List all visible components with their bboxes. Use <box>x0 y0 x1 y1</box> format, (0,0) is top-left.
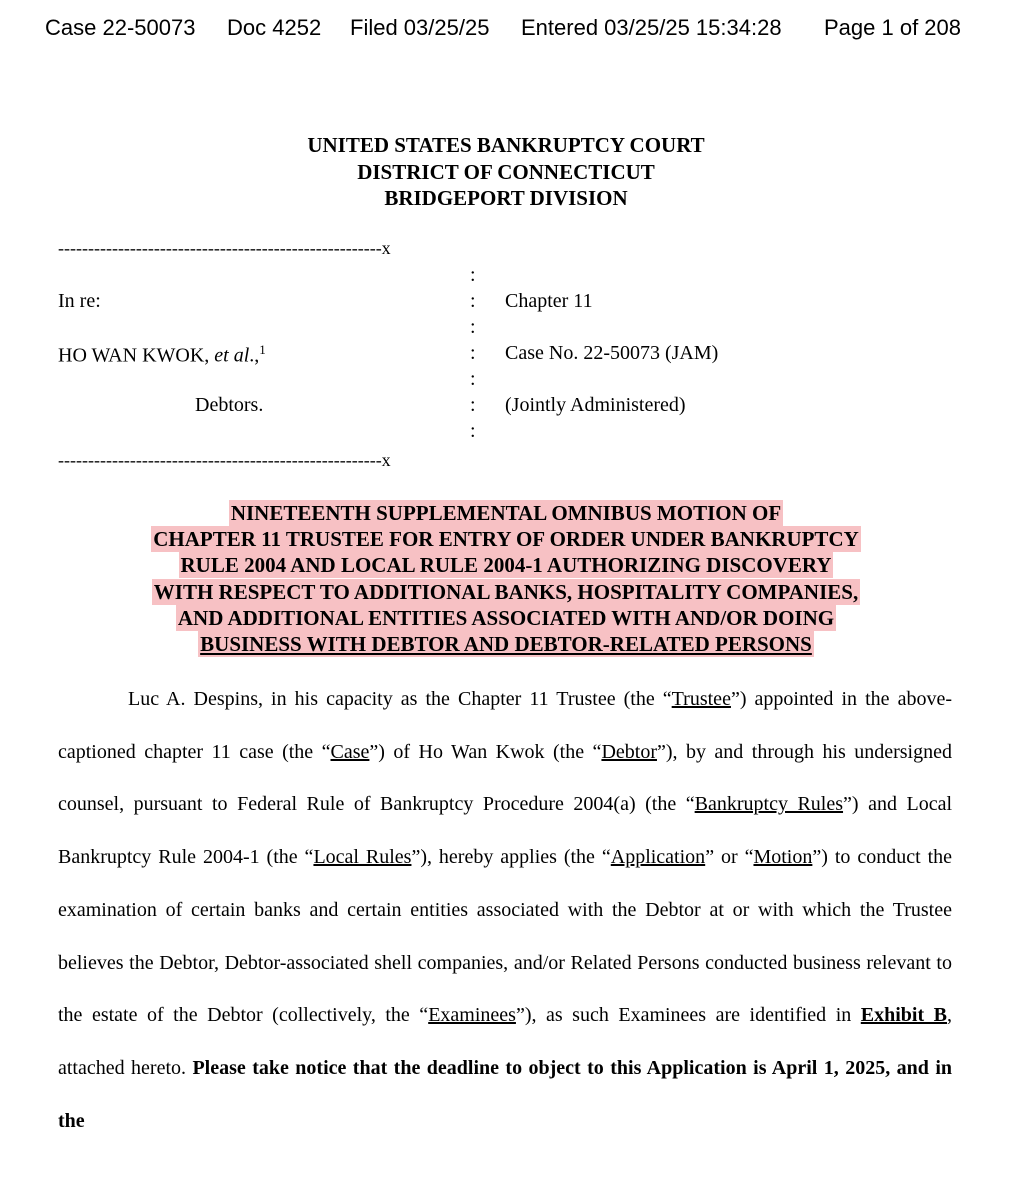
case-no-label: Case No. 22-50073 (JAM) <box>505 342 719 364</box>
defined-term-debtor: Debtor <box>601 740 657 763</box>
motion-title-line: WITH RESPECT TO ADDITIONAL BANKS, HOSPITALITY COMPANIES, <box>153 579 859 604</box>
caption-rule-bottom: ------------------------------------------------------x <box>58 450 391 470</box>
defined-term-application: Application <box>610 846 706 869</box>
chapter-label: Chapter 11 <box>505 290 593 312</box>
motion-title-line: NINETEENTH SUPPLEMENTAL OMNIBUS MOTION OF <box>230 501 782 525</box>
objection-deadline-notice: Please take notice that the deadline to object to this Application is April 1, 2025, and in the <box>58 1056 952 1132</box>
exhibit-b-reference: Exhibit B <box>860 1004 947 1027</box>
court-heading <box>0 132 1012 212</box>
motion-title <box>0 500 1012 657</box>
defined-term-trustee: Trustee <box>671 688 731 710</box>
case-number: Case 22-50073 <box>45 15 196 40</box>
footnote-mark: 1 <box>259 342 266 357</box>
defined-term-motion: Motion <box>753 846 813 869</box>
motion-title-line: RULE 2004 AND LOCAL RULE 2004-1 AUTHORIZING DISCOVERY <box>180 553 832 578</box>
body-run: ”) of Ho Wan Kwok (the “ <box>369 740 602 763</box>
caption-rule-top: ------------------------------------------------------x <box>58 238 391 258</box>
defined-term-examinees: Examinees <box>428 1004 516 1027</box>
defined-term-case: Case <box>330 740 370 763</box>
body-run: ”) and Local Bankruptcy Rule 2004-1 (the “ <box>58 793 953 869</box>
defined-term-bankruptcy-rules: Bankruptcy Rules <box>694 793 844 816</box>
caption-colon: : <box>470 316 476 338</box>
caption-colon: : <box>470 368 476 390</box>
motion-title-line: BUSINESS WITH DEBTOR AND DEBTOR-RELATED PERSONS <box>200 632 812 657</box>
et-al-punct: ., <box>249 344 260 367</box>
motion-title-line: CHAPTER 11 TRUSTEE FOR ENTRY OF ORDER UNDER BANKRUPTCY <box>153 527 859 552</box>
debtor-name <box>58 342 266 368</box>
et-al: et al <box>214 344 250 367</box>
motion-title-line: AND ADDITIONAL ENTITIES ASSOCIATED WITH AND/OR DOING <box>177 605 835 630</box>
caption-colon: : <box>470 290 476 312</box>
filed-date: Filed 03/25/25 <box>350 15 490 40</box>
court-name: UNITED STATES BANKRUPTCY COURT <box>307 133 705 157</box>
body-run: ”), hereby applies (the “ <box>411 846 611 869</box>
page-number: Page 1 of 208 <box>824 15 962 40</box>
debtor-name-text: HO WAN KWOK, <box>58 344 210 367</box>
body-run: ”), by and through his undersigned counsel, pursuant to Federal Rule of Bankruptcy Procedure 2004(a) (the “ <box>58 740 952 816</box>
body-paragraph <box>58 673 952 1147</box>
doc-number: Doc 4252 <box>227 15 322 40</box>
court-district: DISTRICT OF CONNECTICUT <box>357 159 655 184</box>
caption-colon: : <box>470 342 476 364</box>
body-run: , attached hereto. <box>58 1004 952 1079</box>
debtors-label: Debtors. <box>195 394 264 416</box>
jointly-administered-label: (Jointly Administered) <box>505 394 686 416</box>
caption-colon: : <box>470 394 476 416</box>
caption-colon: : <box>470 264 476 286</box>
caption-colon: : <box>470 420 476 442</box>
entered-date: Entered 03/25/25 15:34:28 <box>521 15 782 40</box>
court-division: BRIDGEPORT DIVISION <box>384 186 628 210</box>
in-re-label: In re: <box>58 290 101 312</box>
body-text <box>58 673 952 1147</box>
body-run: Luc A. Despins, in his capacity as the Chapter 11 Trustee (the “ <box>128 688 672 710</box>
body-run: ”), as such Examinees are identified in <box>515 1004 861 1027</box>
defined-term-local-rules: Local Rules <box>313 846 412 869</box>
body-run: ”) appointed in the above-captioned chapter 11 case (the “ <box>58 688 953 763</box>
body-run: ” or “ <box>705 846 754 869</box>
body-run: ”) to conduct the examination of certain banks and certain entities associated with the Debtor at or with which the Trustee believes the Debtor, Debtor-associated shell companies, and/or Related Persons conducted business relevant to the estate of the Debtor (collectively, the “ <box>58 846 952 1027</box>
case-caption <box>58 236 958 476</box>
